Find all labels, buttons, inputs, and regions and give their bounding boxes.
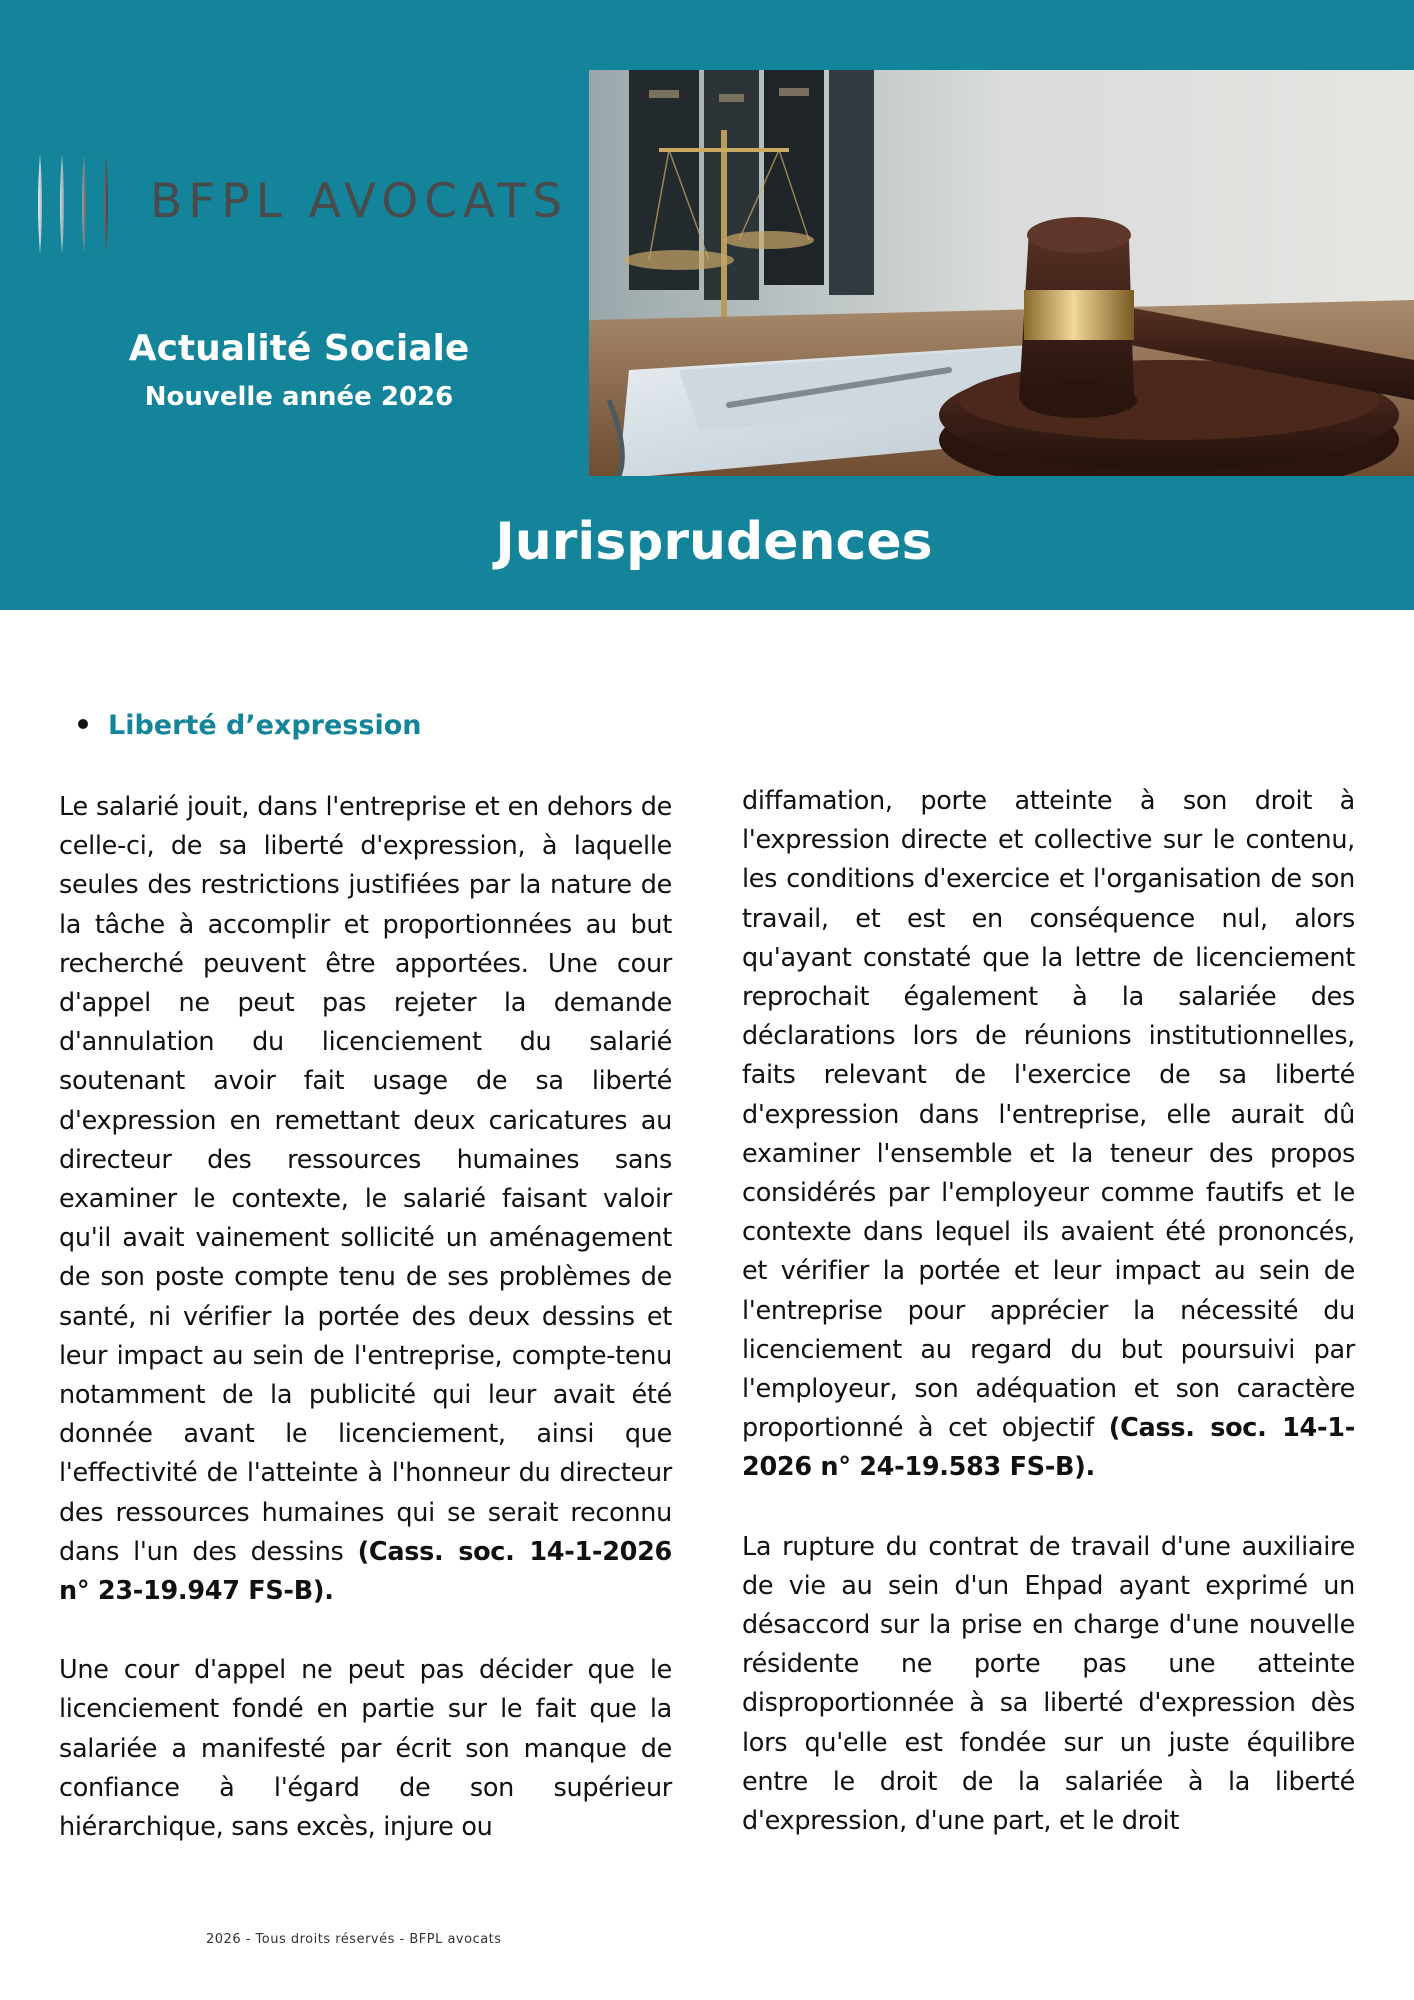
right-paragraph-1-text: diffamation, porte atteinte à son droit à l'expression directe et collective sur le contenu, les conditions d'exercice et l'organisation de son travail, et est en conséquence nul, alors qu'ayant constaté que la lettre de licenciement reprochait également à la salariée des déclarations lors de réunions institutionnelles, faits relevant de l'exercice de sa liberté d'expression dans l'entreprise, elle aurait dû examiner l'ensemble et la teneur des propos considérés par l'employeur comme fautifs et le contexte dans lequel ils avaient été prononcés, et vérifier la portée et leur impact au sein de l'entreprise pour apprécier la nécessité du licenciement au regard du but poursuivi par l'employeur, son adéquation et son caractère proportionné à cet objectif — [742, 786, 1355, 1444]
gavel-and-scales-icon — [589, 70, 1414, 476]
right-paragraph-1 — [742, 782, 1355, 1488]
right-paragraph-1-ref: (Cass. soc. 14-1-2026 n° 24-19.583 FS-B). — [742, 1413, 1355, 1483]
footer-copyright: 2026 - Tous droits réservés - BFPL avocats — [206, 1932, 502, 1947]
header-banner — [0, 0, 1414, 610]
kicker-subtitle: Nouvelle année 2026 — [144, 382, 454, 412]
brand-logo — [34, 152, 569, 256]
left-paragraph-1-text: Le salarié jouit, dans l'entreprise et en dehors de celle-ci, de sa liberté d'expression, à laquelle seules des restrictions justifiées par la nature de la tâche à accomplir et proportionnées au but recherché peuvent être apportées. Une cour d'appel ne peut pas rejeter la demande d'annulation du licenciement du salarié soutenant avoir fait usage de sa liberté d'expression en remettant deux caricatures au directeur des ressources humaines sans examiner le contexte, le salarié faisant valoir qu'il avait vainement sollicité un aménagement de son poste compte tenu de ses problèmes de santé, ni vérifier la portée des deux dessins et leur impact au sein de l'entreprise, compte-tenu notamment de la publicité qui leur avait été donnée avant le licenciement, ainsi que l'effectivité de l'atteinte à l'honneur du directeur des ressources humaines qui se serait reconnu dans l'un des dessins — [59, 792, 672, 1567]
brand-name: BFPL AVOCATS — [150, 174, 569, 229]
left-paragraph-2: Une cour d'appel ne peut pas décider que le licenciement fondé en partie sur le fait que la salariée a manifesté par écrit son manque de confiance à l'égard de son supérieur hiérarchique, sans excès, injure ou — [59, 1655, 672, 1843]
gavel-photo — [589, 70, 1414, 476]
section-heading-label: Liberté d’expression — [108, 710, 422, 741]
section-heading — [78, 710, 421, 741]
right-column — [742, 782, 1355, 1841]
left-paragraph-1 — [59, 788, 672, 1611]
right-paragraph-2: La rupture du contrat de travail d'une auxiliaire de vie au sein d'un Ehpad ayant exprimé un désaccord sur la prise en charge d'une nouvelle résidente ne porte pas une atteinte disproportionnée à sa liberté d'expression dès lors qu'elle est fondée sur un juste équilibre entre le droit de la salariée à la liberté d'expression, d'une part, et le droit — [742, 1531, 1355, 1837]
left-paragraph-1-ref: (Cass. soc. 14-1-2026 n° 23-19.947 FS-B). — [59, 1536, 672, 1607]
logo-bars-icon — [34, 152, 124, 256]
kicker-title: Actualité Sociale — [128, 328, 470, 369]
left-column — [59, 788, 672, 1847]
page-title: Jurisprudences — [495, 512, 933, 572]
bullet-icon — [78, 719, 88, 729]
